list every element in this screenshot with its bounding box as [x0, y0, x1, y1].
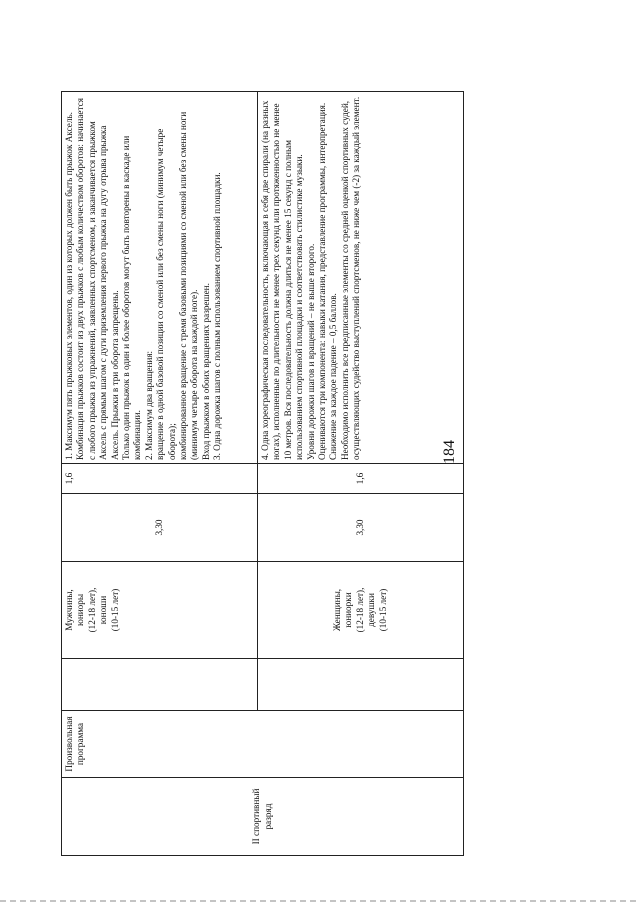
group-men-cell [62, 562, 258, 659]
requirement-text: комбинированное вращение с тремя базовыми позициями со сменой или без смены ноги (минимум четыре оборота на каждой ноге). [178, 111, 200, 460]
group-line: девушки [366, 593, 377, 627]
group-line: (10-15 лет) [109, 588, 120, 632]
requirement-text: Оцениваются три компонента: навыки катания, представление программы, интерпретация. [317, 102, 328, 460]
requirement-text: Только один прыжок в один и более оборотов могут быть повторены в каскаде или комбинации. [121, 135, 143, 460]
category-cell: II спортивный разряд [62, 778, 464, 856]
coefficient-men-cell: 1,6 [62, 464, 258, 494]
table-row [62, 92, 258, 856]
duration-women-cell: 3,30 [258, 494, 464, 562]
rotated-table-container [61, 92, 463, 856]
coefficient-women-cell: 1,6 [258, 464, 464, 494]
group-line: юниоры [75, 593, 86, 627]
group-women-cell [258, 562, 464, 659]
group-line: юниорки [343, 592, 354, 628]
requirement-text: 1. Максимум пять прыжковых элементов, один из которых должен быть прыжок Аксель. [64, 112, 74, 460]
requirement-text: Комбинация прыжков состоит из двух прыжков с любым количеством оборотов: начинается с любого прыжка из упражнений, заявленных спортсменом, и заканчивается прыжком Аксель с прямым шагом с дуги приземления первого прыжка на дугу отрыва прыжка Аксель. Прыжки в три оборота запрещены. [75, 98, 120, 460]
group-line: (12-18 лет), [354, 587, 365, 633]
group-line: (12-18 лет), [86, 587, 97, 633]
requirements-men-cell [62, 92, 258, 464]
group-line: Мужчины, [64, 589, 74, 631]
requirement-text: 2. Максимум два вращения: [143, 350, 154, 460]
requirement-text: вращение в одной базовой позиции со сменой или без смены ноги (минимум четыре оборота); [155, 128, 177, 460]
requirement-text: Вход прыжком в обоих вращениях разрешен. [200, 283, 211, 460]
requirements-women-cell [258, 92, 464, 464]
program-cell: Произвольная программа [62, 711, 464, 778]
requirement-text: 3. Одна дорожка шагов с полным использованием спортивной площадки. [212, 172, 223, 460]
requirements-table [61, 91, 464, 856]
requirement-text: Необходимо исполнить все предписанные элементы со средней оценкой спортивных судей, осуществляющих судейство выступлений спортсменов, не ниже чем (-2) за каждый элемент. [339, 96, 362, 460]
requirement-text: Снижение за каждое падение – 0,5 баллов. [328, 293, 339, 460]
group-line: (10-15 лет) [377, 588, 388, 632]
empty-cell [62, 659, 258, 711]
requirement-text: 4. Одна хореографическая последовательность, включающая в себя две спирали (на разных ногах), исполненные по длительности не менее трех секунд или протяженностью не менее 10 метров. Вся последовательность должна длиться не менее 15 секунд с полным использованием спортивной площадки и соответствовать стилистике музыки. [260, 100, 305, 460]
page-number: 184 [441, 440, 458, 464]
empty-cell [258, 659, 464, 711]
group-line: Женщины, [331, 588, 342, 632]
requirement-text: Уровни дорожки шагов и вращений – не выше второго. [305, 243, 316, 460]
group-line: юноши [98, 595, 109, 625]
duration-men-cell: 3,30 [62, 494, 258, 562]
scan-edge-mark [0, 900, 640, 902]
